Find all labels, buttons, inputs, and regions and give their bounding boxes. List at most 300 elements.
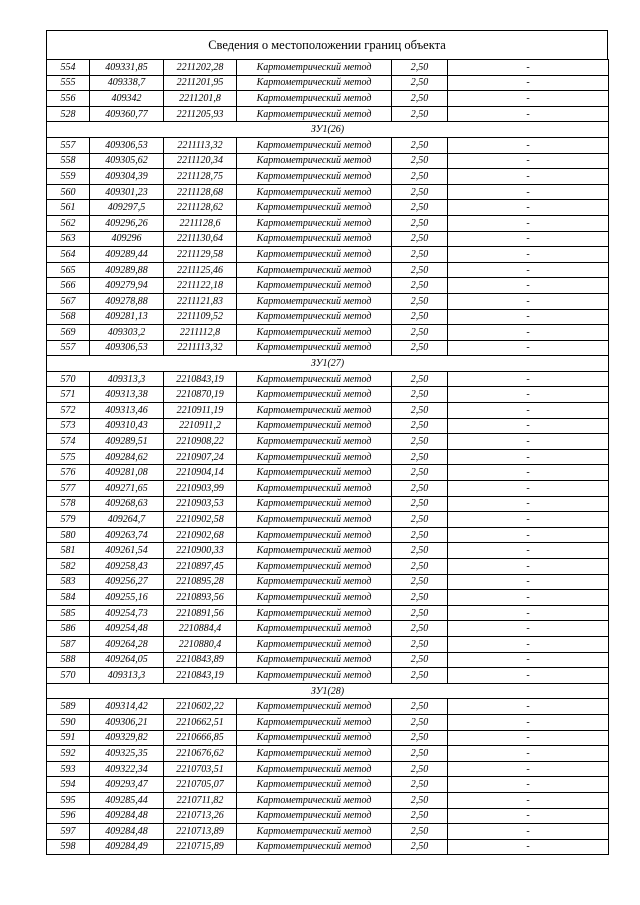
y-coordinate-cell: 2210902,68 [164,527,237,543]
x-coordinate-cell: 409255,16 [90,590,164,606]
y-coordinate-cell: 2211109,52 [164,309,237,325]
point-number-cell: 598 [47,839,90,855]
x-coordinate-cell: 409329,82 [90,730,164,746]
point-number-cell: 572 [47,403,90,419]
x-coordinate-cell: 409322,34 [90,761,164,777]
x-coordinate-cell: 409285,44 [90,792,164,808]
table-row [47,605,609,621]
point-number-cell: 579 [47,512,90,528]
accuracy-cell: 2,50 [392,605,448,621]
x-coordinate-cell: 409296 [90,231,164,247]
description-cell: - [448,652,609,668]
accuracy-cell: 2,50 [392,184,448,200]
point-number-cell: 558 [47,153,90,169]
point-number-cell: 568 [47,309,90,325]
method-cell: Картометрический метод [237,169,392,185]
method-cell: Картометрический метод [237,605,392,621]
point-number-cell: 556 [47,91,90,107]
y-coordinate-cell: 2210711,82 [164,792,237,808]
point-number-cell: 592 [47,746,90,762]
method-cell: Картометрический метод [237,153,392,169]
y-coordinate-cell: 2210713,89 [164,824,237,840]
x-coordinate-cell: 409284,48 [90,808,164,824]
description-cell: - [448,699,609,715]
point-number-cell: 571 [47,387,90,403]
description-cell: - [448,75,609,91]
x-coordinate-cell: 409284,48 [90,824,164,840]
accuracy-cell: 2,50 [392,200,448,216]
x-coordinate-cell: 409268,63 [90,496,164,512]
accuracy-cell: 2,50 [392,309,448,325]
table-row [47,387,609,403]
method-cell: Картометрический метод [237,91,392,107]
description-cell: - [448,761,609,777]
x-coordinate-cell: 409304,39 [90,169,164,185]
accuracy-cell: 2,50 [392,403,448,419]
point-number-cell: 580 [47,527,90,543]
method-cell: Картометрический метод [237,777,392,793]
x-coordinate-cell: 409342 [90,91,164,107]
accuracy-cell: 2,50 [392,106,448,122]
accuracy-cell: 2,50 [392,824,448,840]
description-cell: - [448,106,609,122]
table-row [47,75,609,91]
point-number-cell: 574 [47,434,90,450]
x-coordinate-cell: 409279,94 [90,278,164,294]
description-cell: - [448,434,609,450]
description-cell: - [448,621,609,637]
table-row [47,574,609,590]
x-coordinate-cell: 409313,3 [90,371,164,387]
y-coordinate-cell: 2211202,28 [164,60,237,76]
accuracy-cell: 2,50 [392,746,448,762]
x-coordinate-cell: 409263,74 [90,527,164,543]
accuracy-cell: 2,50 [392,91,448,107]
table-row [47,761,609,777]
table-row [47,652,609,668]
point-number-cell: 591 [47,730,90,746]
table-row [47,621,609,637]
x-coordinate-cell: 409297,5 [90,200,164,216]
description-cell: - [448,465,609,481]
group-header-row [47,122,609,138]
description-cell: - [448,777,609,793]
method-cell: Картометрический метод [237,465,392,481]
point-number-cell: 583 [47,574,90,590]
table-row [47,137,609,153]
x-coordinate-cell: 409254,73 [90,605,164,621]
method-cell: Картометрический метод [237,636,392,652]
accuracy-cell: 2,50 [392,839,448,855]
table-row [47,792,609,808]
method-cell: Картометрический метод [237,434,392,450]
description-cell: - [448,808,609,824]
accuracy-cell: 2,50 [392,559,448,575]
y-coordinate-cell: 2210666,85 [164,730,237,746]
y-coordinate-cell: 2211205,93 [164,106,237,122]
y-coordinate-cell: 2211125,46 [164,262,237,278]
method-cell: Картометрический метод [237,184,392,200]
description-cell: - [448,824,609,840]
description-cell: - [448,590,609,606]
method-cell: Картометрический метод [237,590,392,606]
y-coordinate-cell: 2210870,19 [164,387,237,403]
y-coordinate-cell: 2211201,95 [164,75,237,91]
point-number-cell: 563 [47,231,90,247]
point-number-cell: 564 [47,247,90,263]
method-cell: Картометрический метод [237,371,392,387]
method-cell: Картометрический метод [237,496,392,512]
table-row [47,496,609,512]
point-number-cell: 582 [47,559,90,575]
point-number-cell: 566 [47,278,90,294]
method-cell: Картометрический метод [237,106,392,122]
description-cell: - [448,559,609,575]
accuracy-cell: 2,50 [392,543,448,559]
method-cell: Картометрический метод [237,75,392,91]
y-coordinate-cell: 2211201,8 [164,91,237,107]
accuracy-cell: 2,50 [392,387,448,403]
method-cell: Картометрический метод [237,839,392,855]
accuracy-cell: 2,50 [392,590,448,606]
x-coordinate-cell: 409258,43 [90,559,164,575]
x-coordinate-cell: 409360,77 [90,106,164,122]
description-cell: - [448,91,609,107]
table-row [47,418,609,434]
table-row [47,730,609,746]
accuracy-cell: 2,50 [392,761,448,777]
table-row [47,636,609,652]
x-coordinate-cell: 409289,88 [90,262,164,278]
method-cell: Картометрический метод [237,200,392,216]
point-number-cell: 559 [47,169,90,185]
point-number-cell: 590 [47,714,90,730]
method-cell: Картометрический метод [237,293,392,309]
y-coordinate-cell: 2211120,34 [164,153,237,169]
table-row [47,278,609,294]
accuracy-cell: 2,50 [392,169,448,185]
accuracy-cell: 2,50 [392,231,448,247]
method-cell: Картометрический метод [237,730,392,746]
description-cell: - [448,215,609,231]
point-number-cell: 573 [47,418,90,434]
table-row [47,293,609,309]
description-cell: - [448,247,609,263]
accuracy-cell: 2,50 [392,371,448,387]
table-row [47,777,609,793]
y-coordinate-cell: 2210602,22 [164,699,237,715]
point-number-cell: 567 [47,293,90,309]
table-row [47,839,609,855]
method-cell: Картометрический метод [237,824,392,840]
x-coordinate-cell: 409281,13 [90,309,164,325]
table-row [47,215,609,231]
x-coordinate-cell: 409301,23 [90,184,164,200]
point-number-cell: 570 [47,371,90,387]
point-number-cell: 555 [47,75,90,91]
table-row [47,262,609,278]
accuracy-cell: 2,50 [392,808,448,824]
description-cell: - [448,278,609,294]
accuracy-cell: 2,50 [392,496,448,512]
y-coordinate-cell: 2210895,28 [164,574,237,590]
x-coordinate-cell: 409306,53 [90,340,164,356]
point-number-cell: 595 [47,792,90,808]
table-row [47,746,609,762]
y-coordinate-cell: 2210891,56 [164,605,237,621]
table-row [47,668,609,684]
description-cell: - [448,153,609,169]
x-coordinate-cell: 409313,3 [90,668,164,684]
accuracy-cell: 2,50 [392,668,448,684]
x-coordinate-cell: 409325,35 [90,746,164,762]
table-row [47,371,609,387]
accuracy-cell: 2,50 [392,153,448,169]
method-cell: Картометрический метод [237,512,392,528]
y-coordinate-cell: 2210911,2 [164,418,237,434]
method-cell: Картометрический метод [237,247,392,263]
table-row [47,527,609,543]
description-cell: - [448,449,609,465]
accuracy-cell: 2,50 [392,699,448,715]
description-cell: - [448,387,609,403]
table-row [47,106,609,122]
description-cell: - [448,309,609,325]
accuracy-cell: 2,50 [392,418,448,434]
point-number-cell: 589 [47,699,90,715]
x-coordinate-cell: 409313,38 [90,387,164,403]
accuracy-cell: 2,50 [392,293,448,309]
accuracy-cell: 2,50 [392,137,448,153]
table-row [47,200,609,216]
method-cell: Картометрический метод [237,403,392,419]
x-coordinate-cell: 409296,26 [90,215,164,231]
boundary-coordinates-table [46,59,609,855]
point-number-cell: 596 [47,808,90,824]
y-coordinate-cell: 2211128,6 [164,215,237,231]
table-row [47,91,609,107]
point-number-cell: 578 [47,496,90,512]
method-cell: Картометрический метод [237,325,392,341]
table-row [47,465,609,481]
point-number-cell: 570 [47,668,90,684]
y-coordinate-cell: 2210843,19 [164,668,237,684]
y-coordinate-cell: 2210705,07 [164,777,237,793]
accuracy-cell: 2,50 [392,434,448,450]
accuracy-cell: 2,50 [392,481,448,497]
accuracy-cell: 2,50 [392,777,448,793]
description-cell: - [448,325,609,341]
x-coordinate-cell: 409314,42 [90,699,164,715]
description-cell: - [448,746,609,762]
y-coordinate-cell: 2210843,19 [164,371,237,387]
method-cell: Картометрический метод [237,449,392,465]
accuracy-cell: 2,50 [392,215,448,231]
x-coordinate-cell: 409306,53 [90,137,164,153]
y-coordinate-cell: 2211128,75 [164,169,237,185]
point-number-cell: 557 [47,137,90,153]
method-cell: Картометрический метод [237,574,392,590]
y-coordinate-cell: 2210715,89 [164,839,237,855]
x-coordinate-cell: 409289,51 [90,434,164,450]
method-cell: Картометрический метод [237,418,392,434]
table-row [47,449,609,465]
y-coordinate-cell: 2211112,8 [164,325,237,341]
table-body [47,60,609,855]
y-coordinate-cell: 2210884,4 [164,621,237,637]
y-coordinate-cell: 2211113,32 [164,137,237,153]
table-row [47,169,609,185]
description-cell: - [448,668,609,684]
accuracy-cell: 2,50 [392,512,448,528]
y-coordinate-cell: 2210900,33 [164,543,237,559]
x-coordinate-cell: 409284,49 [90,839,164,855]
point-number-cell: 561 [47,200,90,216]
group-header-row [47,683,609,699]
description-cell: - [448,574,609,590]
method-cell: Картометрический метод [237,559,392,575]
y-coordinate-cell: 2210843,89 [164,652,237,668]
point-number-cell: 586 [47,621,90,637]
table-row [47,590,609,606]
accuracy-cell: 2,50 [392,574,448,590]
method-cell: Картометрический метод [237,714,392,730]
x-coordinate-cell: 409331,85 [90,60,164,76]
accuracy-cell: 2,50 [392,465,448,481]
table-row [47,559,609,575]
method-cell: Картометрический метод [237,808,392,824]
x-coordinate-cell: 409313,46 [90,403,164,419]
y-coordinate-cell: 2210904,14 [164,465,237,481]
description-cell: - [448,512,609,528]
table-row [47,153,609,169]
table-row [47,231,609,247]
method-cell: Картометрический метод [237,278,392,294]
point-number-cell: 587 [47,636,90,652]
table-row [47,325,609,341]
accuracy-cell: 2,50 [392,247,448,263]
x-coordinate-cell: 409254,48 [90,621,164,637]
description-cell: - [448,481,609,497]
description-cell: - [448,231,609,247]
method-cell: Картометрический метод [237,761,392,777]
method-cell: Картометрический метод [237,262,392,278]
method-cell: Картометрический метод [237,746,392,762]
y-coordinate-cell: 2210903,99 [164,481,237,497]
table-row [47,60,609,76]
x-coordinate-cell: 409310,43 [90,418,164,434]
table-row [47,824,609,840]
table-row [47,512,609,528]
point-number-cell: 576 [47,465,90,481]
x-coordinate-cell: 409256,27 [90,574,164,590]
y-coordinate-cell: 2210907,24 [164,449,237,465]
method-cell: Картометрический метод [237,387,392,403]
group-header-row [47,356,609,372]
description-cell: - [448,839,609,855]
description-cell: - [448,636,609,652]
description-cell: - [448,262,609,278]
description-cell: - [448,418,609,434]
description-cell: - [448,60,609,76]
accuracy-cell: 2,50 [392,449,448,465]
accuracy-cell: 2,50 [392,636,448,652]
group-label: ЗУ1(26) [47,122,609,138]
point-number-cell: 585 [47,605,90,621]
accuracy-cell: 2,50 [392,262,448,278]
x-coordinate-cell: 409271,65 [90,481,164,497]
point-number-cell: 560 [47,184,90,200]
accuracy-cell: 2,50 [392,340,448,356]
method-cell: Картометрический метод [237,543,392,559]
accuracy-cell: 2,50 [392,714,448,730]
table-row [47,481,609,497]
method-cell: Картометрический метод [237,231,392,247]
description-cell: - [448,730,609,746]
x-coordinate-cell: 409264,05 [90,652,164,668]
y-coordinate-cell: 2211113,32 [164,340,237,356]
point-number-cell: 597 [47,824,90,840]
description-cell: - [448,496,609,512]
accuracy-cell: 2,50 [392,60,448,76]
description-cell: - [448,293,609,309]
description-cell: - [448,605,609,621]
table-row [47,184,609,200]
accuracy-cell: 2,50 [392,278,448,294]
x-coordinate-cell: 409305,62 [90,153,164,169]
y-coordinate-cell: 2211128,62 [164,200,237,216]
table-row [47,247,609,263]
y-coordinate-cell: 2211128,68 [164,184,237,200]
y-coordinate-cell: 2210911,19 [164,403,237,419]
accuracy-cell: 2,50 [392,527,448,543]
y-coordinate-cell: 2210902,58 [164,512,237,528]
x-coordinate-cell: 409306,21 [90,714,164,730]
x-coordinate-cell: 409281,08 [90,465,164,481]
x-coordinate-cell: 409289,44 [90,247,164,263]
x-coordinate-cell: 409264,7 [90,512,164,528]
y-coordinate-cell: 2211122,18 [164,278,237,294]
y-coordinate-cell: 2210893,56 [164,590,237,606]
y-coordinate-cell: 2211130,64 [164,231,237,247]
method-cell: Картометрический метод [237,668,392,684]
description-cell: - [448,403,609,419]
method-cell: Картометрический метод [237,527,392,543]
description-cell: - [448,371,609,387]
table-row [47,309,609,325]
table-row [47,714,609,730]
table-row [47,403,609,419]
description-cell: - [448,200,609,216]
point-number-cell: 581 [47,543,90,559]
point-number-cell: 575 [47,449,90,465]
point-number-cell: 565 [47,262,90,278]
point-number-cell: 584 [47,590,90,606]
y-coordinate-cell: 2211129,58 [164,247,237,263]
point-number-cell: 588 [47,652,90,668]
method-cell: Картометрический метод [237,652,392,668]
accuracy-cell: 2,50 [392,792,448,808]
method-cell: Картометрический метод [237,215,392,231]
description-cell: - [448,714,609,730]
point-number-cell: 594 [47,777,90,793]
method-cell: Картометрический метод [237,340,392,356]
description-cell: - [448,543,609,559]
y-coordinate-cell: 2210903,53 [164,496,237,512]
description-cell: - [448,527,609,543]
y-coordinate-cell: 2210676,62 [164,746,237,762]
description-cell: - [448,340,609,356]
